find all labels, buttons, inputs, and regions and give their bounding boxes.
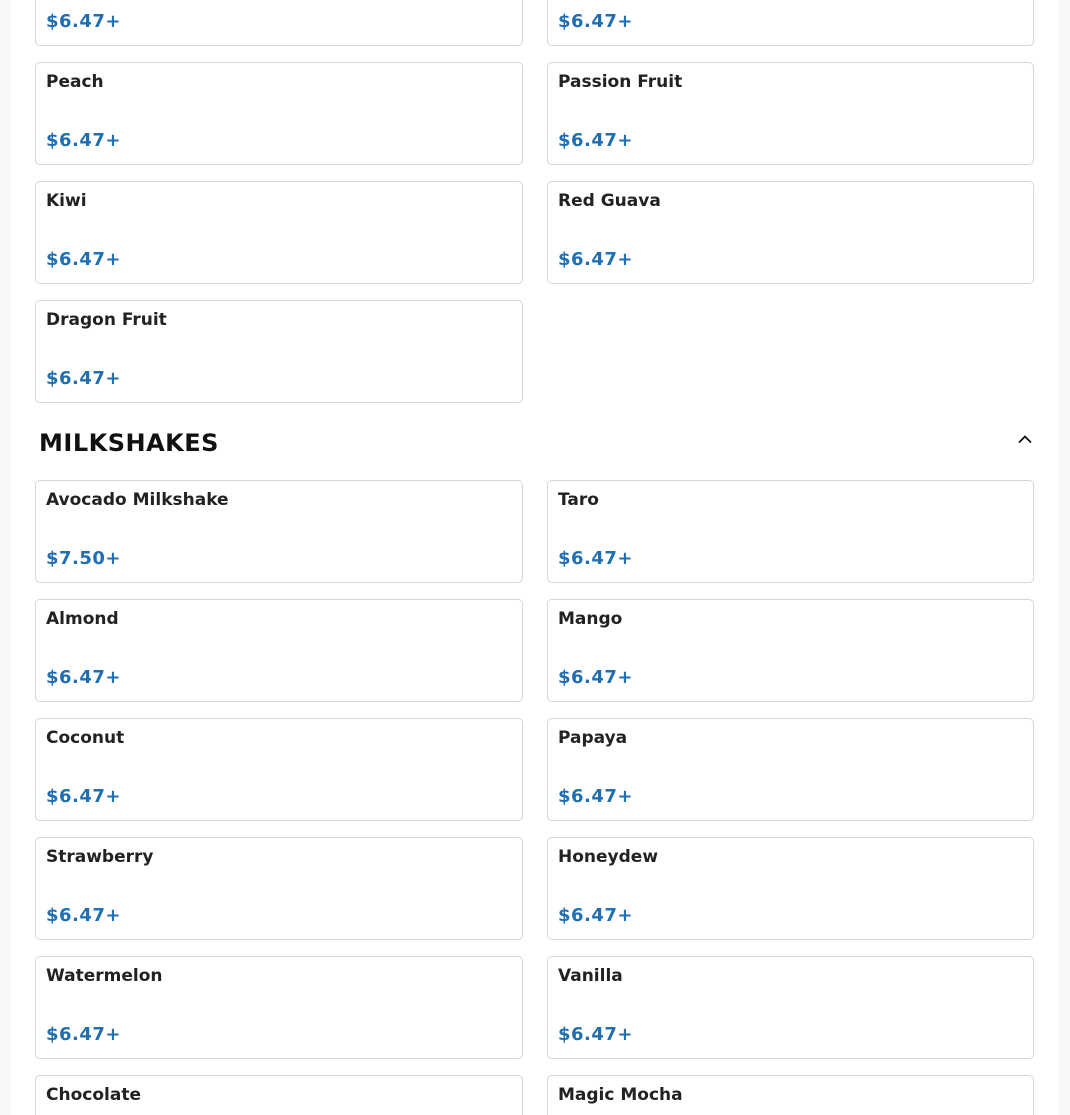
menu-item-card[interactable] [547,181,1034,284]
menu-item-name: Kiwi [46,191,87,211]
menu-item-card[interactable] [35,480,523,583]
section-title: MILKSHAKES [39,429,219,457]
menu-item-price: $6.47+ [558,548,634,569]
menu-item-card[interactable] [547,480,1034,583]
menu-item-card[interactable] [547,1075,1034,1115]
menu-item-name: Vanilla [558,966,623,986]
menu-item-card[interactable] [547,0,1034,46]
menu-item-name: Avocado Milkshake [46,490,229,510]
menu-item-name: Mango [558,609,623,629]
menu-item-name: Passion Fruit [558,72,683,92]
menu-item-name: Peach [46,72,104,92]
menu-item-name: Coconut [46,728,125,748]
menu-item-price: $6.47+ [558,11,634,32]
menu-item-price: $6.47+ [46,1024,122,1045]
menu-item-card[interactable] [35,300,523,403]
menu-item-card[interactable] [35,181,523,284]
menu-item-name: Honeydew [558,847,659,867]
menu-item-card[interactable] [35,0,523,46]
menu-item-name: Taro [558,490,599,510]
menu-item-name: Red Guava [558,191,661,211]
milkshakes-items-grid [35,480,1034,1115]
menu-item-name: Dragon Fruit [46,310,167,330]
menu-item-card[interactable] [35,718,523,821]
menu-item-card[interactable] [35,956,523,1059]
chevron-up-icon[interactable] [1016,430,1034,448]
menu-item-card[interactable] [547,718,1034,821]
menu-item-price: $6.47+ [558,130,634,151]
menu-item-name: Watermelon [46,966,163,986]
milkshakes-section-header[interactable] [35,420,1034,470]
menu-item-price: $6.47+ [558,786,634,807]
menu-item-card[interactable] [35,1075,523,1115]
menu-item-name: Almond [46,609,119,629]
menu-item-name: Papaya [558,728,628,748]
menu-item-price: $6.47+ [46,368,122,389]
menu-item-name: Magic Mocha [558,1085,683,1105]
menu-item-price: $6.47+ [46,667,122,688]
menu-item-price: $7.50+ [46,548,122,569]
menu-item-price: $6.47+ [46,249,122,270]
menu-item-price: $6.47+ [558,667,634,688]
menu-item-price: $6.47+ [46,11,122,32]
menu-item-price: $6.47+ [558,249,634,270]
menu-item-price: $6.47+ [46,786,122,807]
menu-item-card[interactable] [35,62,523,165]
menu-item-card[interactable] [35,599,523,702]
menu-item-price: $6.47+ [46,130,122,151]
menu-item-card[interactable] [547,62,1034,165]
menu-item-card[interactable] [35,837,523,940]
menu-item-name: Strawberry [46,847,154,867]
menu-item-card[interactable] [547,599,1034,702]
menu-item-name: Chocolate [46,1085,141,1105]
menu-item-card[interactable] [547,956,1034,1059]
menu-page [11,0,1059,1115]
menu-item-price: $6.47+ [46,905,122,926]
menu-item-price: $6.47+ [558,1024,634,1045]
fruit-items-grid [35,0,1034,403]
menu-item-card[interactable] [547,837,1034,940]
menu-item-price: $6.47+ [558,905,634,926]
